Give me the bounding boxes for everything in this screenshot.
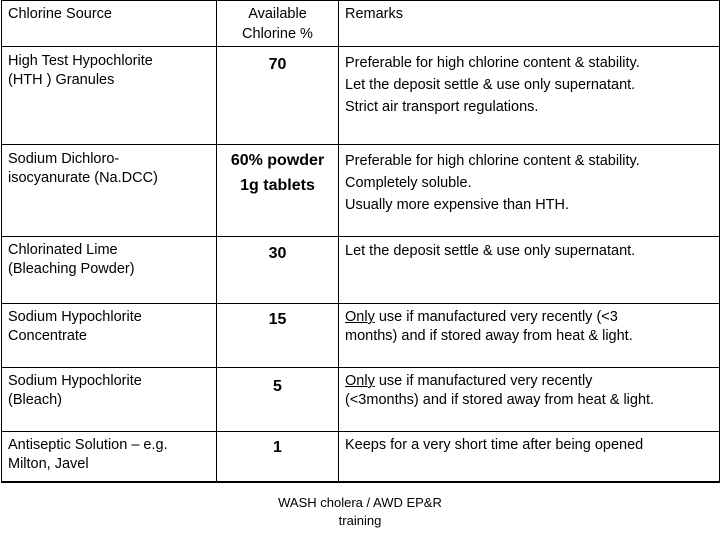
only-emphasis: Only — [345, 373, 375, 389]
header-source: Chlorine Source — [2, 1, 217, 47]
remarks-cell: Only use if manufactured very recently (<3 months) and if stored away from heat & light. — [339, 304, 720, 368]
available-cell: 70 — [217, 47, 339, 145]
source-cell: Antiseptic Solution – e.g. Milton, Javel — [2, 432, 217, 482]
chlorine-sources-table — [1, 0, 720, 483]
table-row — [2, 368, 720, 432]
remarks-cell: Preferable for high chlorine content & stability. Completely soluble. Usually more expensive than HTH. — [339, 145, 720, 237]
available-cell: 15 — [217, 304, 339, 368]
source-cell: Chlorinated Lime (Bleaching Powder) — [2, 237, 217, 304]
source-cell: Sodium Hypochlorite Concentrate — [2, 304, 217, 368]
slide-footer — [260, 494, 460, 530]
table-row — [2, 145, 720, 237]
table-row — [2, 237, 720, 304]
table-header-row — [2, 1, 720, 47]
remarks-cell: Preferable for high chlorine content & stability. Let the deposit settle & use only supernatant. Strict air transport regulations. — [339, 47, 720, 145]
source-cell: Sodium Dichloro- isocyanurate (Na.DCC) — [2, 145, 217, 237]
table-row — [2, 432, 720, 482]
available-cell: 60% powder 1g tablets — [217, 145, 339, 237]
table-row — [2, 304, 720, 368]
available-cell: 30 — [217, 237, 339, 304]
table-row — [2, 47, 720, 145]
source-cell: High Test Hypochlorite (HTH ) Granules — [2, 47, 217, 145]
header-remarks: Remarks — [339, 1, 720, 47]
remarks-cell: Keeps for a very short time after being opened — [339, 432, 720, 482]
remarks-cell: Only use if manufactured very recently (<3months) and if stored away from heat & light. — [339, 368, 720, 432]
header-available: Available Chlorine % — [217, 1, 339, 47]
available-cell: 1 — [217, 432, 339, 482]
source-cell: Sodium Hypochlorite (Bleach) — [2, 368, 217, 432]
only-emphasis: Only — [345, 309, 375, 325]
footer-line-2: training — [338, 513, 382, 528]
available-cell: 5 — [217, 368, 339, 432]
remarks-cell: Let the deposit settle & use only supernatant. — [339, 237, 720, 304]
footer-line-1: WASH cholera / AWD EP&R — [278, 495, 442, 510]
